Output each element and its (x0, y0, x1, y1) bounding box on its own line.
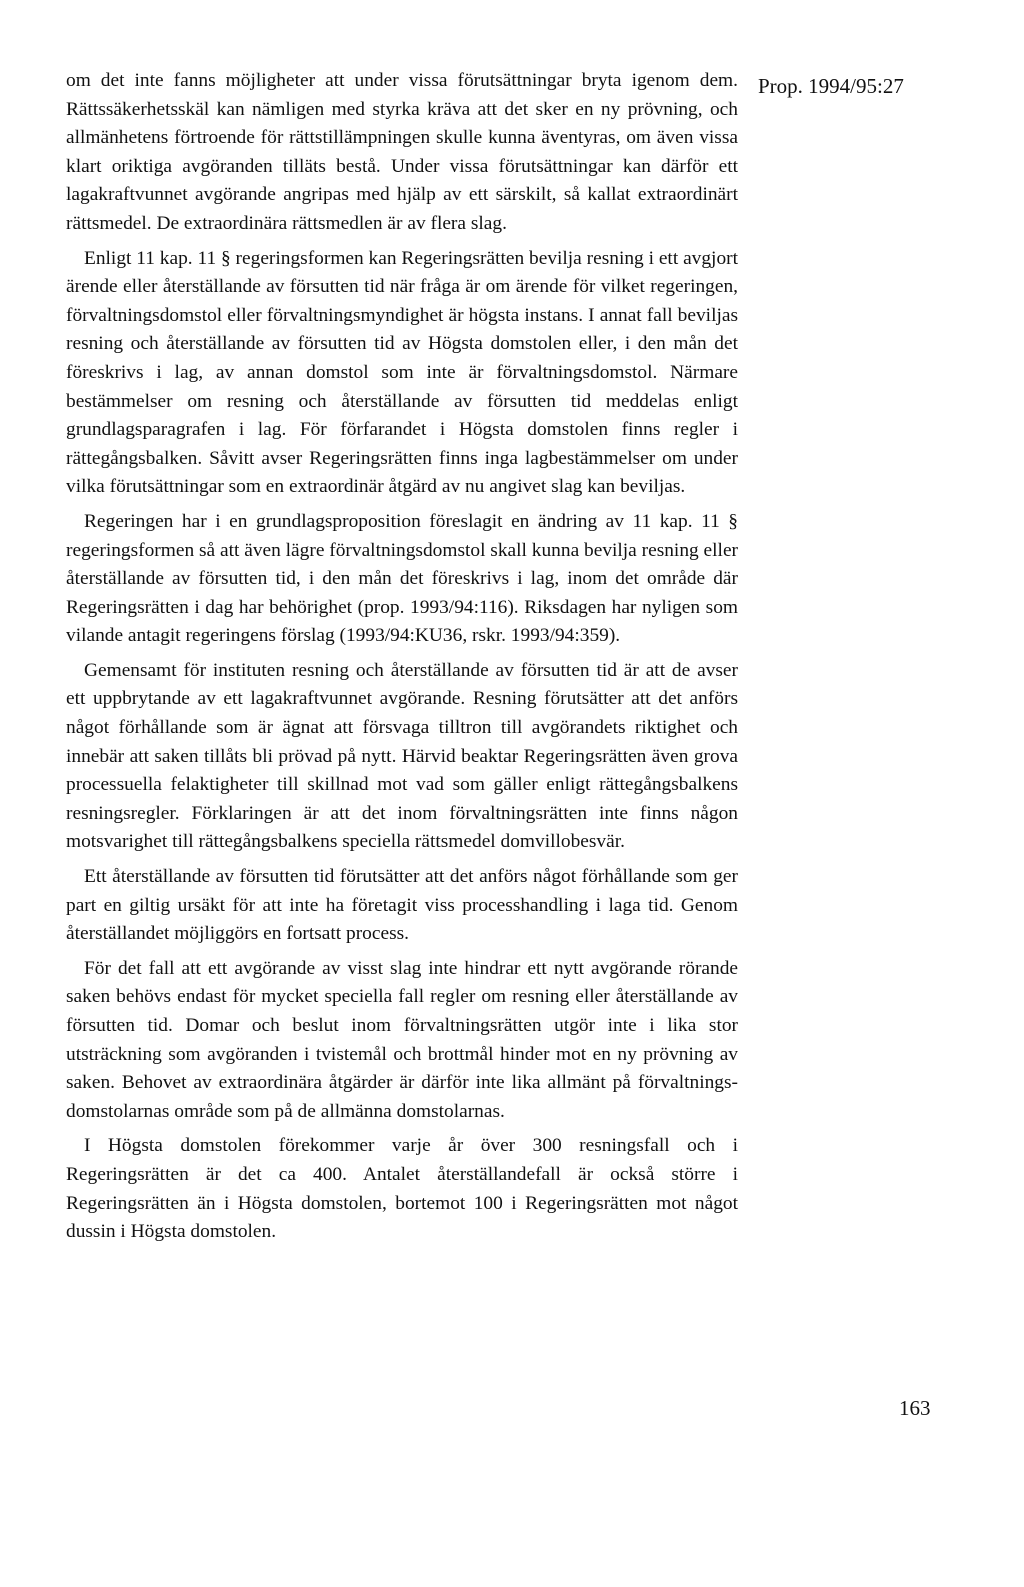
body-text (66, 67, 738, 1253)
paragraph-2: Enligt 11 kap. 11 § regeringsformen kan Regeringsrätten bevilja resning i ett avgjort ärende eller återställande av försutten tid när fråga är om ärende för vilket regeringen, förvaltningsdomstol eller förvaltningsmyndighet är högsta instans. I annat fall beviljas resning och återställande av försutten tid av Högsta domstolen eller, i den mån det föreskrivs i lag, av annan domstol som inte är förvaltningsdomstol. Närmare bestämmelser om resning och återställande av försutten tid meddelas enligt grundlagsparagrafen i lag. För förfarandet i Högsta domstolen finns regler i rättegångsbalken. Såvitt avser Regeringsrätten finns inga lagbestämmelser om under vilka förutsättningar som en extraordinär åtgärd av nu angivet slag kan beviljas. (66, 247, 738, 498)
paragraph-1: om det inte fanns möjligheter att under vissa förutsättningar bryta igenom dem. Rättssäkerhetsskäl kan nämligen med styrka kräva att det sker en ny prövning, och allmänhetens förtroende för rättstillämpningen skulle kunna äventyras, om även vissa klart oriktiga avgöranden tilläts bestå. Under vissa förutsättningar kan därför ett lagakraftvunnet avgörande angripas med hjälp av ett särskilt, så kallat extraordinärt rättsmedel. De extraordinära rättsmedlen är av flera slag. (66, 70, 738, 234)
paragraph-6: För det fall att ett avgörande av visst slag inte hindrar ett nytt avgörande rörande saken behövs endast för mycket speciella fall regler om resning eller återställande av försutten tid. Domar och beslut inom förvaltningsrätten utgör inte i lika stor utsträckning som avgöranden i tvistemål och brottmål hinder mot en ny prövning av saken. Behovet av extraordinära åtgärder är därför inte lika allmänt på förvaltningsdomstolarnas område som på de allmänna domstolarnas. (66, 957, 738, 1122)
paragraph-5: Ett återställande av försutten tid förutsätter att det anförs något förhållande som ger part en giltig ursäkt för att inte ha företagit viss processhandling i laga tid. Genom återställandet möjliggörs en fortsatt process. (66, 866, 738, 945)
page-reference: Prop. 1994/95:27 (758, 74, 904, 98)
paragraph-3: Regeringen har i en grundlagsproposition föreslagit en ändring av 11 kap. 11 § regeringsformen så att även lägre förvaltningsdomstol skall kunna bevilja resning eller återställande av försutten tid, i den mån det föreskrivs i lag, inom det område där Regeringsrätten i dag har behörighet (prop. 1993/94:116). Riksdagen har nyligen som vilande antagit regeringens förslag (1993/94:KU36, rskr. 1993/94:359). (66, 510, 739, 647)
paragraph-7: I Högsta domstolen förekommer varje år över 300 resningsfall och i Regeringsrätten är det ca 400. Antalet återställandefall är också större i Regeringsrätten än i Högsta domstolen, bortemot 100 i Regeringsrätten mot något dussin i Högsta domstolen. (66, 1135, 738, 1243)
paragraph-4: Gemensamt för instituten resning och återställande av försutten tid är att de avser ett uppbrytande av ett lagakraftvunnet avgörande. Resning förutsätter att det anförs något förhållande som är ägnat att försvaga tilltron till avgörandets riktighet och innebär att saken tillåts bli prövad på nytt. Härvid beaktar Regeringsrätten även grova processuella felaktigheter till skillnad mot vad som gäller enligt rättegångsbalkens resningsregler. Förklaringen är att det inom förvaltningsrätten inte finns någon motsvarighet till rättegångsbalkens speciella rättsmedel domvillobesvär. (66, 659, 738, 853)
page-number: 163 (899, 1396, 931, 1420)
